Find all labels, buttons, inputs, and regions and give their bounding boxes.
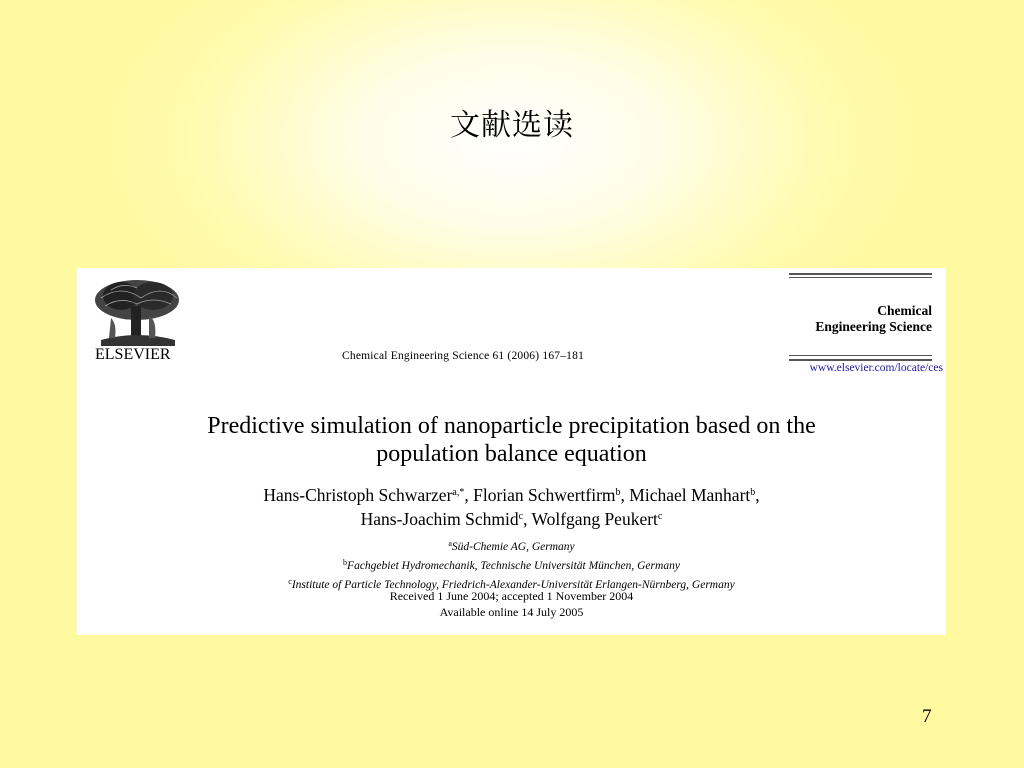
journal-rule-bottom-thin	[789, 355, 932, 356]
author-line-2	[77, 506, 946, 530]
elsevier-tree-logo	[91, 276, 181, 348]
author-name: Hans-Joachim Schmid	[360, 509, 519, 529]
affiliation-text: Institute of Particle Technology, Friedrich-Alexander-Universität Erlangen-Nürnberg, Germany	[291, 579, 735, 591]
journal-name-line1: Chemical	[877, 303, 932, 318]
page-number: 7	[922, 706, 932, 727]
author-affil-mark: b	[615, 487, 621, 498]
affiliation-mark: a	[448, 539, 452, 548]
author-separator: ,	[464, 485, 474, 505]
affiliation-list	[77, 536, 946, 593]
author-separator: ,	[523, 509, 532, 529]
author-name: Florian Schwertfirm	[473, 485, 616, 505]
affiliation-mark: c	[288, 577, 292, 586]
author-line-1	[77, 482, 946, 506]
paper-title	[77, 412, 946, 468]
journal-url[interactable]: www.elsevier.com/locate/ces	[809, 362, 943, 374]
journal-rule-top	[789, 273, 932, 275]
author-affil-mark: b	[750, 487, 756, 498]
affiliation-mark: b	[343, 558, 348, 567]
author-separator: ,	[755, 485, 760, 505]
author-affil-mark: c	[518, 511, 524, 522]
author-affil-mark: c	[657, 511, 663, 522]
affiliation-text: Fachgebiet Hydromechanik, Technische Universität München, Germany	[347, 560, 680, 572]
available-date: Available online 14 July 2005	[439, 605, 584, 619]
journal-name-line2: Engineering Science	[815, 319, 932, 334]
author-affil-mark: a,*	[452, 487, 465, 498]
publisher-name: ELSEVIER	[95, 346, 171, 363]
received-date: Received 1 June 2004; accepted 1 November 2004	[389, 589, 634, 603]
journal-rule-top-thin	[789, 277, 932, 278]
author-name: Hans-Christoph Schwarzer	[263, 485, 453, 505]
affiliation-text: Süd-Chemie AG, Germany	[451, 541, 575, 553]
affiliation-item	[77, 555, 946, 574]
paper-header-image	[77, 268, 946, 635]
citation: Chemical Engineering Science 61 (2006) 167–181	[342, 350, 585, 362]
journal-box	[789, 271, 932, 361]
paper-dates	[77, 588, 946, 620]
paper-title-line1: Predictive simulation of nanoparticle precipitation based on the	[207, 413, 816, 439]
journal-rule-bottom	[789, 359, 932, 361]
affiliation-item	[77, 536, 946, 555]
author-list	[77, 482, 946, 530]
slide-title: 文献选读	[450, 108, 574, 143]
author-name: Michael Manhart	[629, 485, 751, 505]
author-name: Wolfgang Peukert	[531, 509, 658, 529]
author-separator: ,	[620, 485, 630, 505]
journal-name	[815, 303, 932, 335]
paper-title-line2: population balance equation	[376, 441, 647, 467]
